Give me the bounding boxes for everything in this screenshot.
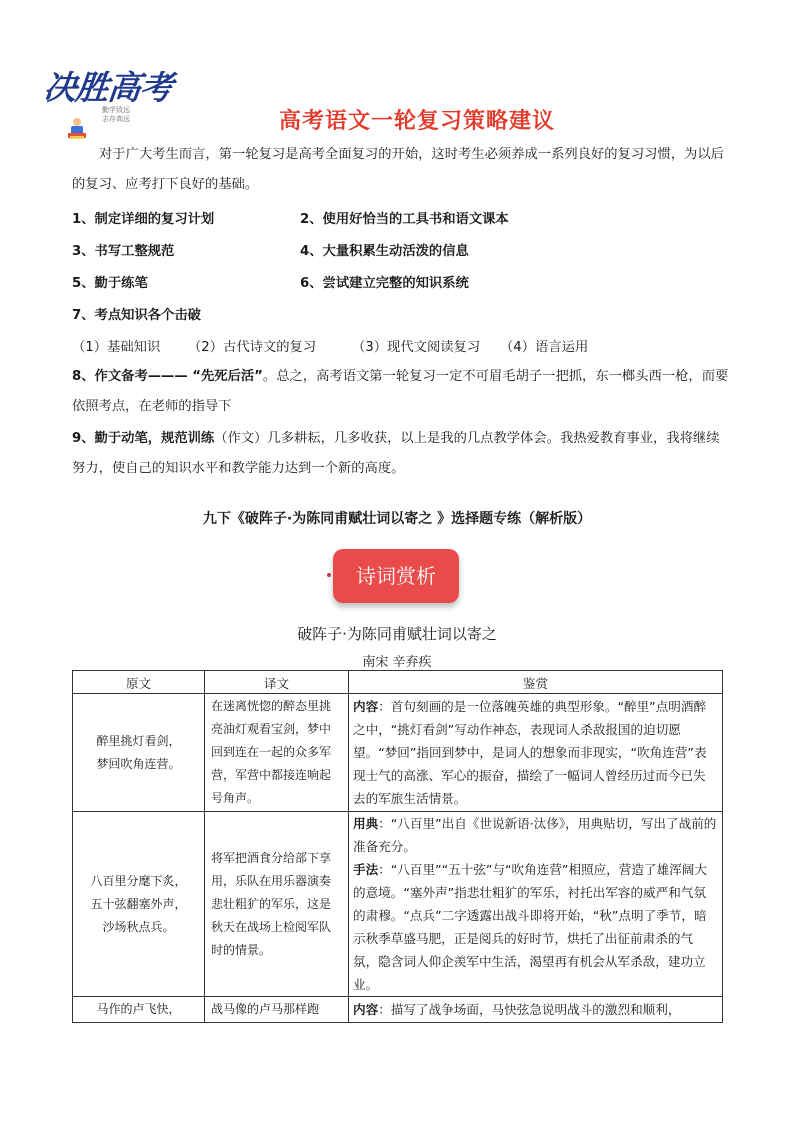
sub-item-4: （4）语言运用: [500, 340, 589, 355]
original-cell: 八百里分麾下炙， 五十弦翻塞外声， 沙场秋点兵。: [73, 812, 205, 997]
tip-item-9-heading: 9、勤于动笔，规范训练: [72, 431, 215, 446]
table-header-row: [73, 671, 723, 694]
appreciation-cell: 内容：描写了战争场面，马快弦急说明战斗的激烈和顺利，: [349, 997, 723, 1023]
tip-item-5: 5、勤于练笔: [72, 276, 148, 291]
tip-item-9-text: （作文）几多耕耘，几多收获，以上是我的几点教学体会。我热爱教育事业，我将继续努力，使自己的知识水平和教学能力达到一个新的高度。: [72, 431, 720, 476]
table-row: [73, 694, 723, 812]
table-row: [73, 997, 723, 1023]
tip-item-8-text: 。总之，高考语文第一轮复习一定不可眉毛胡子一把抓，东一榔头西一枪，而要依照考点，在老师的指导下: [72, 369, 729, 414]
tip-item-9: [72, 424, 732, 484]
sub-item-3: （3）现代文阅读复习: [352, 340, 481, 355]
header-translation: 译文: [205, 671, 349, 694]
tip-item-6: 6、尝试建立完整的知识系统: [300, 276, 469, 291]
intro-paragraph: 对于广大考生而言，第一轮复习是高考全面复习的开始，这时考生必须养成一系列良好的复习习惯，为以后的复习、应考打下良好的基础。: [72, 147, 724, 192]
sub-item-2: （2）古代诗文的复习: [188, 340, 317, 355]
header-appreciation: 鉴赏: [349, 671, 723, 694]
original-cell: 马作的卢飞快，: [73, 997, 205, 1023]
translation-cell: 在迷离恍惚的醉态里挑亮油灯观看宝剑，梦中回到连在一起的众多军营，军营中都接连响起号角声。: [205, 694, 349, 812]
tip-item-1: 1、制定详细的复习计划: [72, 212, 215, 227]
logo-subtitle: 勤学致远 志存高远: [102, 106, 130, 123]
appreciation-cell: 用典：“八百里”出自《世说新语·汰侈》，用典贴切，写出了战前的准备充分。 手法：“八百里”“五十弦”与“吹角连营”相照应，营造了雄浑阔大的意境。“塞外声”指悲壮粗犷的军乐，衬托出军容的威严和气氛的肃穆。“点兵”二字透露出战斗即将开始，“秋”点明了季节，暗示秋季草盛马肥，正是阅兵的好时节，烘托了出征前肃杀的气氛，隐含词人仰企羡军中生活，渴望再有机会从军杀敌，建功立业。: [349, 812, 723, 997]
sub-item-1: （1）基础知识: [72, 340, 161, 355]
translation-cell: 战马像的卢马那样跑: [205, 997, 349, 1023]
section-title: 九下《破阵子·为陈同甫赋壮词以寄之 》选择题专练（解析版）: [202, 511, 592, 527]
tip-item-2: 2、使用好恰当的工具书和语文课本: [300, 212, 509, 227]
tip-item-7: 7、考点知识各个击破: [72, 308, 201, 323]
decorative-dot: [327, 573, 331, 577]
poem-title: 破阵子·为陈同甫赋壮词以寄之: [297, 625, 497, 643]
poem-analysis-table: [72, 670, 723, 1023]
page-title: 高考语文一轮复习策略建议: [278, 109, 555, 134]
appreciation-cell: 内容：首句刻画的是一位落魄英雄的典型形象。“醉里”点明酒醉之中，“挑灯看剑”写动作神态，表现词人杀敌报国的迫切愿望。“梦回”指回到梦中，是词人的想象而非现实，“吹角连营”表现士气的高涨、军心的振奋，描绘了一幅词人曾经历过而今已失去的军旅生活情景。: [349, 694, 723, 812]
translation-cell: 将军把酒食分给部下享用，乐队在用乐器演奏悲壮粗犷的军乐，这是秋天在战场上检阅军队时的情景。: [205, 812, 349, 997]
tip-item-8-heading: 8、作文备考——— “先死后活”: [72, 369, 263, 384]
logo-text: 决胜高考: [41, 68, 174, 107]
table-row: [73, 812, 723, 997]
header-original: 原文: [73, 671, 205, 694]
tip-item-3: 3、书写工整规范: [72, 244, 175, 259]
original-cell: 醉里挑灯看剑， 梦回吹角连营。: [73, 694, 205, 812]
tip-item-4: 4、大量积累生动活泼的信息: [300, 244, 469, 259]
poem-appreciation-badge: 诗词赏析: [333, 549, 459, 603]
tip-item-8: [72, 362, 732, 422]
poem-author: 南宋 辛弃疾: [362, 655, 432, 670]
